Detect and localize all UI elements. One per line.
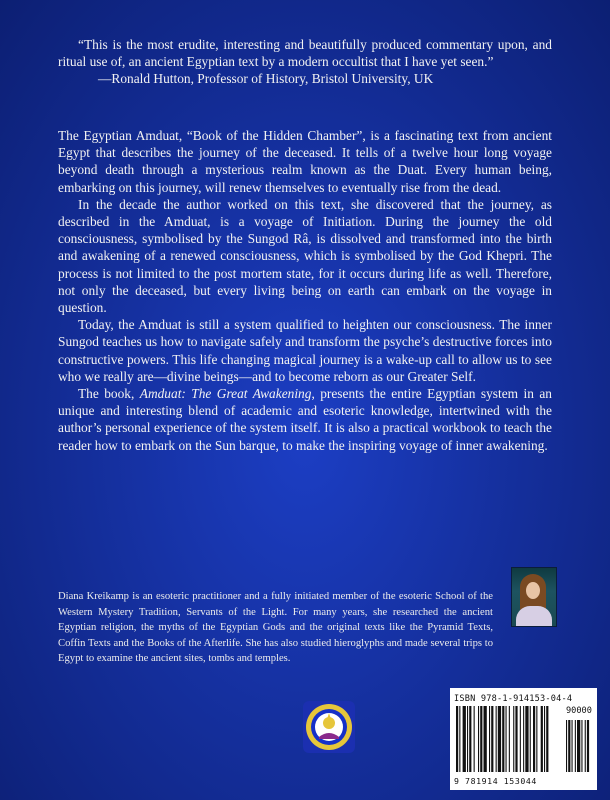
description-paragraph-4 <box>58 385 552 454</box>
author-bio: Diana Kreikamp is an esoteric practitioner and a fully initiated member of the esoteric School of the Western Mystery Tradition, Servants of the Light. For many years, she researched the ancient Egyptian religion, the myths of the Egyptian Gods and the original texts like the Pyramid Texts, Coffin Texts and the Books of the Afterlife. She has also studied hieroglyphs and made several trips to Egypt to examine the ancient sites, tombs and temples. <box>58 591 493 665</box>
book-title: Amduat: The Great Awakening <box>139 386 312 402</box>
p4-lead: The book, <box>78 386 140 402</box>
photo-face <box>526 582 540 599</box>
p4-rest: , presents the entire Egyptian system in an unique and interesting blend of academic and esoteric knowledge, intertwined with the author’s personal experience of the system itself. It is also a practical workbook to teach the reader how to embark on the Sun barque, to make the inspiring voyage of inner awakening. <box>58 386 552 453</box>
description-paragraph-1: The Egyptian Amduat, “Book of the Hidden Chamber”, is a fascinating text from ancient Egypt that describes the journey of the deceased. It tells of a twelve hour long voyage beyond death through a mysterious realm known as the Duat. Every human being, embarking on this journey, will renew themselves to eventually rise from the dead. <box>58 128 552 195</box>
isbn-barcode <box>450 688 597 790</box>
barcode-bars <box>450 706 597 776</box>
barcode-digits: 9 781914 153044 <box>454 776 537 786</box>
endorsement-quote <box>58 36 552 88</box>
photo-shirt <box>516 606 552 627</box>
author-photo <box>511 567 557 627</box>
isbn-text: ISBN 978-1-914153-04-4 <box>454 694 573 704</box>
quote-attribution: —Ronald Hutton, Professor of History, Bristol University, UK <box>98 71 434 87</box>
quote-text: “This is the most erudite, interesting and beautifully produced commentary upon, and ritual use of, an ancient Egyptian text by a modern occultist that I have yet seen.” <box>58 37 552 70</box>
description-paragraph-3: Today, the Amduat is still a system qualified to heighten our consciousness. The inner Sungod teaches us how to navigate safely and transform the psyche’s destructive forces into constructive powers. This life changing magical journey is a wake-up call to allow us to see who we really are—divine beings—and to become reborn as our Greater Self. <box>58 317 552 384</box>
publisher-logo-icon <box>303 701 355 753</box>
book-description <box>58 127 552 454</box>
price-code: 90000 <box>566 706 592 716</box>
description-paragraph-2: In the decade the author worked on this text, she discovered that the journey, as described in the Amduat, is a voyage of Initiation. During the journey the old consciousness, symbolised by the Sungod Râ, is dissolved and transformed into the birth and awakening of a renewed consciousness, which is symbolised by the God Khepri. The process is not limited to the post mortem state, for it occurs during life as well. Therefore, not only the deceased, but every living being on earth can embark on the voyage in question. <box>58 196 552 316</box>
